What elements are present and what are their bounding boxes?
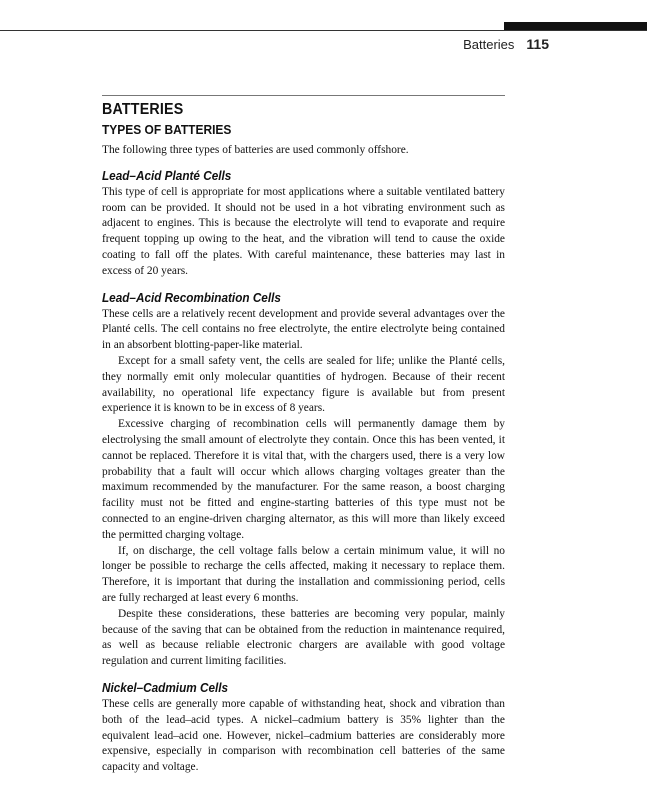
header-rule: [0, 30, 647, 31]
section-title: TYPES OF BATTERIES: [102, 122, 232, 137]
paragraph: If, on discharge, the cell voltage falls below a certain minimum value, it will no longer be possible to recharge the cells affected, making it necessary to replace them. Therefore, it is important that during the installation and commissioning period, cells are fully recharged at least every 6 months.: [102, 544, 505, 604]
paragraph: Except for a small safety vent, the cells are sealed for life; unlike the Planté cells, they normally emit only molecular quantities of hydrogen. Because of their recent availability, no operational life expectancy figure is available but from present experience it is known to be in excess of 8 years.: [102, 354, 505, 415]
paragraph: This type of cell is appropriate for most applications where a suitable ventilated battery room can be provided. It should not be used in a hot vibrating environment such as adjacent to engines. This is because the electrolyte will tend to evaporate and require frequent topping up owing to the heat, and the vibration will tend to cause the oxide coating to fall off the plates. With careful maintenance, these batteries may last in excess of 20 years.: [102, 185, 505, 277]
header-bar: [504, 22, 647, 30]
subsection-nickel-cadmium: [102, 680, 505, 776]
subsection-lead-acid-plante: [102, 168, 505, 280]
paragraph: These cells are a relatively recent development and provide several advantages over the Planté cells. The cell contains no free electrolyte, the entire electrolyte being contained in an absorbent blotting-paper-like material.: [102, 307, 505, 352]
subsection-title: Lead–Acid Planté Cells: [102, 168, 232, 183]
paragraph: Despite these considerations, these batteries are becoming very popular, mainly because of the saving that can be obtained from the reduction in maintenance required, as well as because reliable electronic chargers are available with good voltage regulation and current limiting facilities.: [102, 607, 505, 668]
page-number: 115: [526, 36, 549, 52]
running-head: [463, 36, 549, 52]
section-rule: [102, 95, 505, 96]
intro-paragraph: The following three types of batteries are used commonly offshore.: [102, 144, 409, 156]
running-title: Batteries: [463, 37, 515, 52]
paragraph: These cells are generally more capable of withstanding heat, shock and vibration than both of the lead–acid types. A nickel–cadmium battery is 35% lighter than the equivalent lead–acid one. However, nickel–cadmium batteries are considerably more expensive, especially in comparison with recombination cell batteries of the same capacity and voltage.: [102, 697, 505, 774]
paragraph: Excessive charging of recombination cells will permanently damage them by electrolysing the small amount of electrolyte they contain. Once this has been vented, it cannot be replaced. Therefore it is vital that, with the chargers used, there is a very low probability that a fault will occur which allows charging voltages greater than the maximum recommended by the manufacturer. For the same reason, a boost charging facility must not be fitted and engine-starting batteries of this type must not be connected to an engine-driven charging alternator, as this will more than likely exceed the permitted charging voltage.: [102, 418, 505, 541]
subsection-title: Nickel–Cadmium Cells: [102, 680, 229, 695]
page-body: [102, 100, 505, 776]
subsection-title: Lead–Acid Recombination Cells: [102, 290, 281, 305]
subsection-lead-acid-recombination: [102, 290, 505, 670]
chapter-title: BATTERIES: [102, 101, 184, 118]
